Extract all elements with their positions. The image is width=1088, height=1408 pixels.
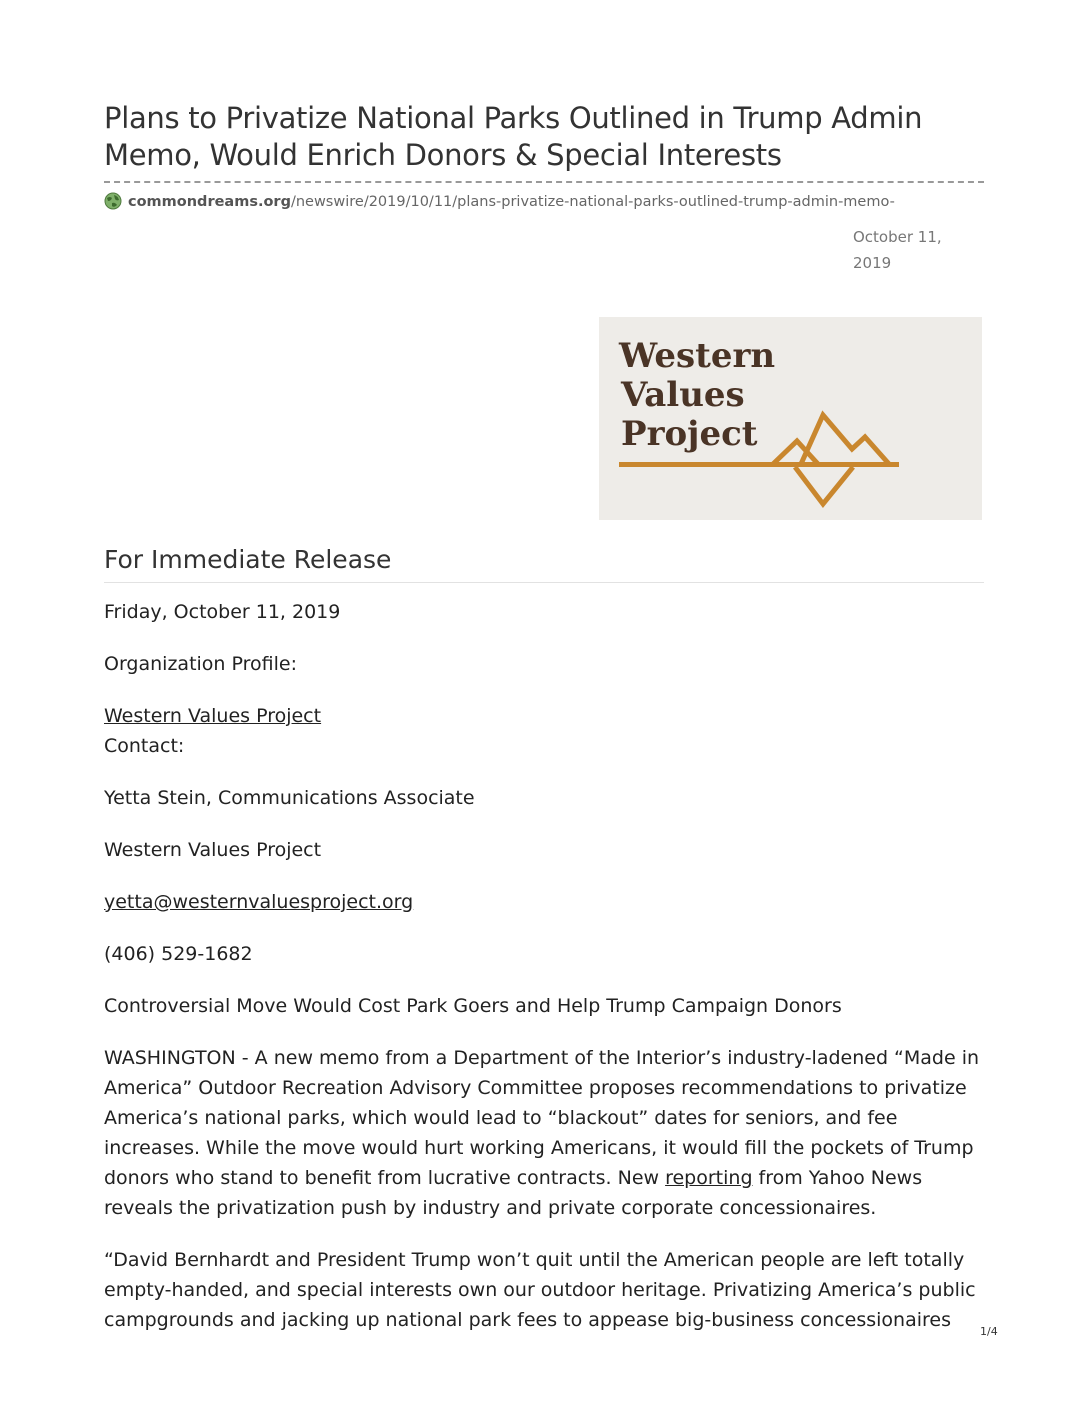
contact-email-link[interactable]: yetta@westernvaluesproject.org — [104, 891, 414, 913]
contact-email-paragraph — [104, 887, 984, 917]
subheadline: Controversial Move Would Cost Park Goers and Help Trump Campaign Donors — [104, 995, 842, 1017]
contact-org: Western Values Project — [104, 839, 322, 861]
source-url[interactable] — [104, 192, 984, 212]
logo-line-3: Project — [621, 414, 758, 454]
body-paragraph-1-text-a: A new memo from a Department of the Interior’s industry-ladened “Made in America” Outdoor Recreation Advisory Committee proposes recommendations to privatize America’s national parks, which would lead to “blackout” dates for seniors, and fee increases. While the move would hurt working Americans, it would fill the pockets of Trump donors who stand to benefit from lucrative contracts. New — [104, 1047, 980, 1189]
body-paragraph-2: “David Bernhardt and President Trump won’t quit until the American people are left totally empty-handed, and special interests own our outdoor heritage. Privatizing America’s public campgrounds and jacking up national park fees to appease big-business concessionaires — [104, 1249, 976, 1331]
logo-line-1: Western — [619, 336, 776, 376]
contact-label: Contact: — [104, 735, 185, 757]
article-title: Plans to Privatize National Parks Outlined in Trump Admin Memo, Would Enrich Donors & Special Interests — [104, 101, 923, 172]
contact-phone: (406) 529-1682 — [104, 943, 253, 965]
logo-graphic — [599, 317, 982, 520]
dateline: WASHINGTON - — [104, 1047, 255, 1069]
release-heading: For Immediate Release — [104, 540, 984, 583]
org-link[interactable]: Western Values Project — [104, 705, 322, 727]
url-domain: commondreams.org — [128, 194, 291, 210]
reporting-link[interactable]: reporting — [665, 1167, 753, 1189]
release-body — [104, 597, 984, 1357]
title-divider — [104, 181, 984, 183]
contact-name: Yetta Stein, Communications Associate — [104, 787, 475, 809]
body-paragraph-1 — [104, 1043, 984, 1223]
page-number: 1/4 — [980, 1325, 998, 1338]
org-profile-label: Organization Profile: — [104, 653, 297, 675]
logo-line-2: Values — [621, 375, 745, 415]
url-path: /newswire/2019/10/11/plans-privatize-national-parks-outlined-trump-admin-memo- — [290, 194, 895, 210]
western-values-project-logo — [599, 317, 982, 520]
org-link-paragraph — [104, 701, 984, 731]
article-date: October 11, 2019 — [853, 228, 942, 272]
body-paragraph-1-text-b: from Yahoo News reveals the privatization push by industry and private corporate concessionaires. — [104, 1167, 923, 1219]
release-date-line: Friday, October 11, 2019 — [104, 601, 341, 623]
logo-underline — [619, 462, 899, 467]
globe-icon — [104, 192, 122, 210]
logo-valley — [795, 467, 853, 504]
